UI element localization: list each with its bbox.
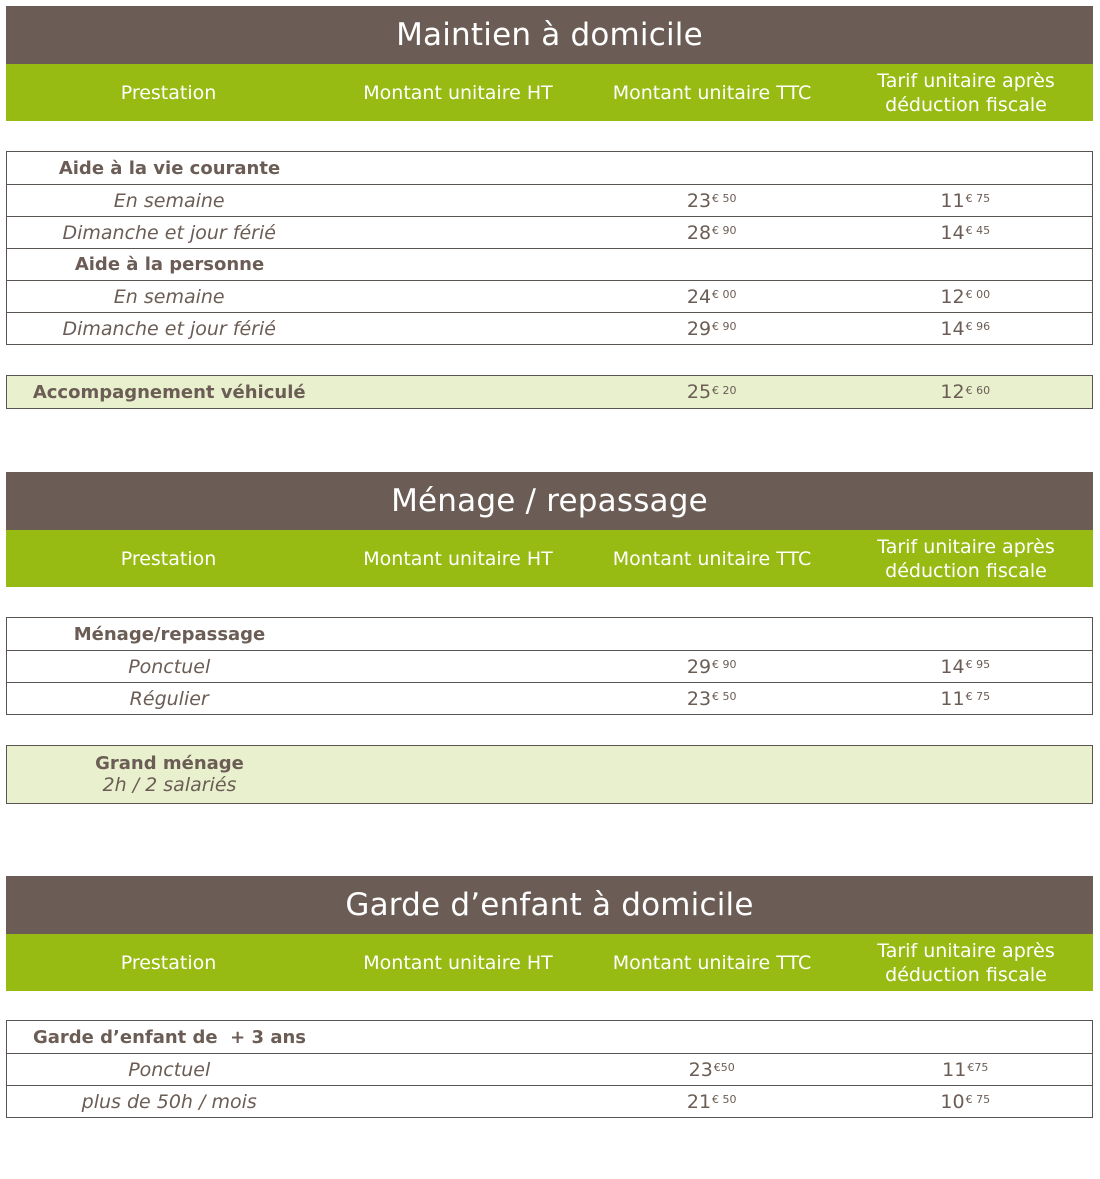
row-label: En semaine [113,285,225,308]
fiscal-price: 12 $^{€ 60}$ [940,381,991,403]
section-menage [6,472,1093,587]
table-accompagnement [6,375,1093,409]
ttc-price: 24 $^{€ 00}$ [686,285,737,308]
table-garde [6,1020,1093,1118]
col-fiscal-line2: déduction fiscale [885,93,1047,116]
col-ht: Montant unitaire HT [363,547,553,570]
column-header-row [6,530,1093,587]
ht-cell [331,651,585,682]
ht-cell [331,217,585,248]
col-fiscal [839,69,1093,117]
ttc-price: 23 $^{€ 50}$ [686,687,737,710]
col-fiscal-line1: Tarif unitaire après [877,69,1055,92]
ht-cell [331,313,585,344]
ttc-price: 23 $^{€ 50}$ [686,189,737,212]
col-ttc: Montant unitaire TTC [612,81,812,104]
grand-menage-label: Grand ménage [95,753,244,774]
col-prestation: Prestation [120,547,217,570]
ttc-price: 28 $^{€ 90}$ [686,221,737,244]
ht-cell [331,1054,585,1085]
section-maintien [6,6,1093,121]
section-title: Maintien à domicile [6,6,1093,64]
col-ht: Montant unitaire HT [363,951,553,974]
grand-menage-cell [7,746,332,803]
table-row [7,280,1092,312]
col-fiscal-line1: Tarif unitaire après [877,535,1055,558]
category-label: Aide à la vie courante [58,157,281,179]
fiscal-price: 11 $^{€75}$ [942,1058,989,1081]
table-grand-menage [6,745,1093,804]
col-fiscal-line1: Tarif unitaire après [877,939,1055,962]
col-fiscal-line2: déduction fiscale [885,559,1047,582]
ht-cell [331,683,585,714]
col-fiscal [839,939,1093,987]
fiscal-price: 11 $^{€ 75}$ [940,189,991,212]
category-row [7,152,1092,184]
col-ttc: Montant unitaire TTC [612,547,812,570]
table-menage [6,617,1093,715]
row-label: plus de 50h / mois [81,1090,257,1113]
col-fiscal [839,535,1093,583]
column-header-row [6,64,1093,121]
fiscal-price: 14 $^{€ 95}$ [940,655,991,678]
section-garde [6,876,1093,991]
column-header-row [6,934,1093,991]
table-row [7,1053,1092,1085]
row-label: Ponctuel [128,1058,211,1081]
category-label: Aide à la personne [74,254,265,275]
row-label: Dimanche et jour férié [62,221,276,244]
table-maintien [6,151,1093,345]
fiscal-price: 12 $^{€ 00}$ [940,285,991,308]
section-title: Garde d’enfant à domicile [6,876,1093,934]
col-prestation: Prestation [120,81,217,104]
table-row [7,650,1092,682]
category-row [7,248,1092,280]
fiscal-price: 11 $^{€ 75}$ [940,687,991,710]
category-row [7,1021,1092,1053]
row-label: Dimanche et jour férié [62,317,276,340]
ht-cell [331,376,585,408]
ttc-price: 23 $^{€50}$ [688,1058,735,1081]
table-row [7,682,1092,714]
category-label: Garde d’enfant de + 3 ans [32,1026,306,1048]
table-row [7,312,1092,344]
col-ht: Montant unitaire HT [363,81,553,104]
table-row [7,376,1092,408]
ttc-price: 21 $^{€ 50}$ [686,1090,737,1113]
table-row [7,1085,1092,1117]
fiscal-price: 10 $^{€ 75}$ [940,1090,991,1113]
table-row [7,216,1092,248]
ttc-price: 25 $^{€ 20}$ [686,381,737,403]
ttc-price: 29 $^{€ 90}$ [686,317,737,340]
col-ttc: Montant unitaire TTC [612,951,812,974]
section-title: Ménage / repassage [6,472,1093,530]
ht-cell [331,185,585,216]
category-label: Ménage/repassage [73,623,266,645]
col-prestation: Prestation [120,951,217,974]
grand-menage-detail: 2h / 2 salariés [102,774,237,796]
fiscal-price: 14 $^{€ 96}$ [940,317,991,340]
ttc-price: 29 $^{€ 90}$ [686,655,737,678]
row-label: En semaine [113,189,225,212]
row-label: Accompagnement véhiculé [32,381,306,403]
ht-cell [331,1086,585,1117]
category-row [7,618,1092,650]
table-row [7,184,1092,216]
row-label: Régulier [129,687,209,710]
row-label: Ponctuel [128,655,211,678]
col-fiscal-line2: déduction fiscale [885,963,1047,986]
fiscal-price: 14 $^{€ 45}$ [940,221,991,244]
ht-cell [331,281,585,312]
